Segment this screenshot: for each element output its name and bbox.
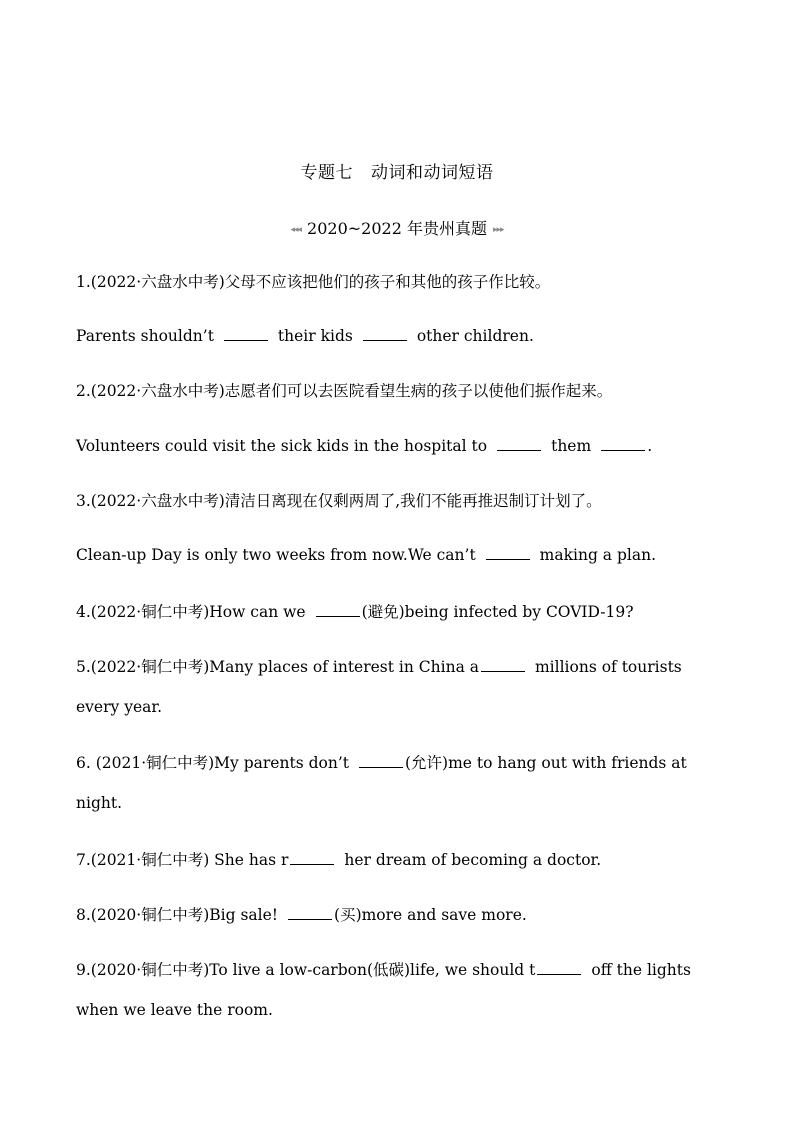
answer-blank[interactable] [224, 326, 268, 341]
answer-blank[interactable] [481, 657, 525, 672]
answer-blank[interactable] [290, 850, 334, 865]
left-ornament-icon: ◂◂◂ [290, 224, 302, 235]
answer-blank[interactable] [288, 905, 332, 920]
question-2-source: 2.(2022·六盘水中考)志愿者们可以去医院看望生病的孩子以使他们振作起来。 [76, 382, 613, 400]
question-5-continued: every year. [76, 698, 162, 716]
answer-blank[interactable] [497, 436, 541, 451]
question-9: 9.(2020·铜仁中考)To live a low-carbon(低碳)life, we should t off the lights [76, 961, 691, 979]
answer-blank[interactable] [363, 326, 407, 341]
question-4: 4.(2022·铜仁中考)How can we (避免)being infected by COVID-19? [76, 603, 634, 621]
page-title [0, 158, 794, 183]
subtitle-text: 2020~2022 年贵州真题 [307, 219, 487, 238]
section-subtitle [0, 216, 794, 239]
title-subject: 动词和动词短语 [371, 163, 494, 183]
question-1-english: Parents shouldn’t their kids other children. [76, 327, 534, 345]
question-3-english: Clean-up Day is only two weeks from now.We can’t making a plan. [76, 546, 656, 564]
question-3-source: 3.(2022·六盘水中考)清洁日离现在仅剩两周了,我们不能再推迟制订计划了。 [76, 492, 602, 510]
question-5: 5.(2022·铜仁中考)Many places of interest in China a millions of tourists [76, 658, 682, 676]
answer-blank[interactable] [486, 545, 530, 560]
answer-blank[interactable] [359, 753, 403, 768]
answer-blank[interactable] [537, 960, 581, 975]
question-6: 6. (2021·铜仁中考)My parents don’t (允许)me to hang out with friends at [76, 754, 687, 772]
question-9-continued: when we leave the room. [76, 1001, 273, 1019]
question-7: 7.(2021·铜仁中考) She has r her dream of becoming a doctor. [76, 851, 602, 869]
title-topic: 专题七 [300, 163, 353, 183]
question-8: 8.(2020·铜仁中考)Big sale! (买)more and save more. [76, 906, 527, 924]
question-6-continued: night. [76, 794, 123, 812]
question-2-english: Volunteers could visit the sick kids in the hospital to them . [76, 437, 653, 455]
question-1-source: 1.(2022·六盘水中考)父母不应该把他们的孩子和其他的孩子作比较。 [76, 273, 551, 291]
answer-blank[interactable] [316, 602, 360, 617]
answer-blank[interactable] [601, 436, 645, 451]
right-ornament-icon: ▸▸▸ [492, 224, 504, 235]
